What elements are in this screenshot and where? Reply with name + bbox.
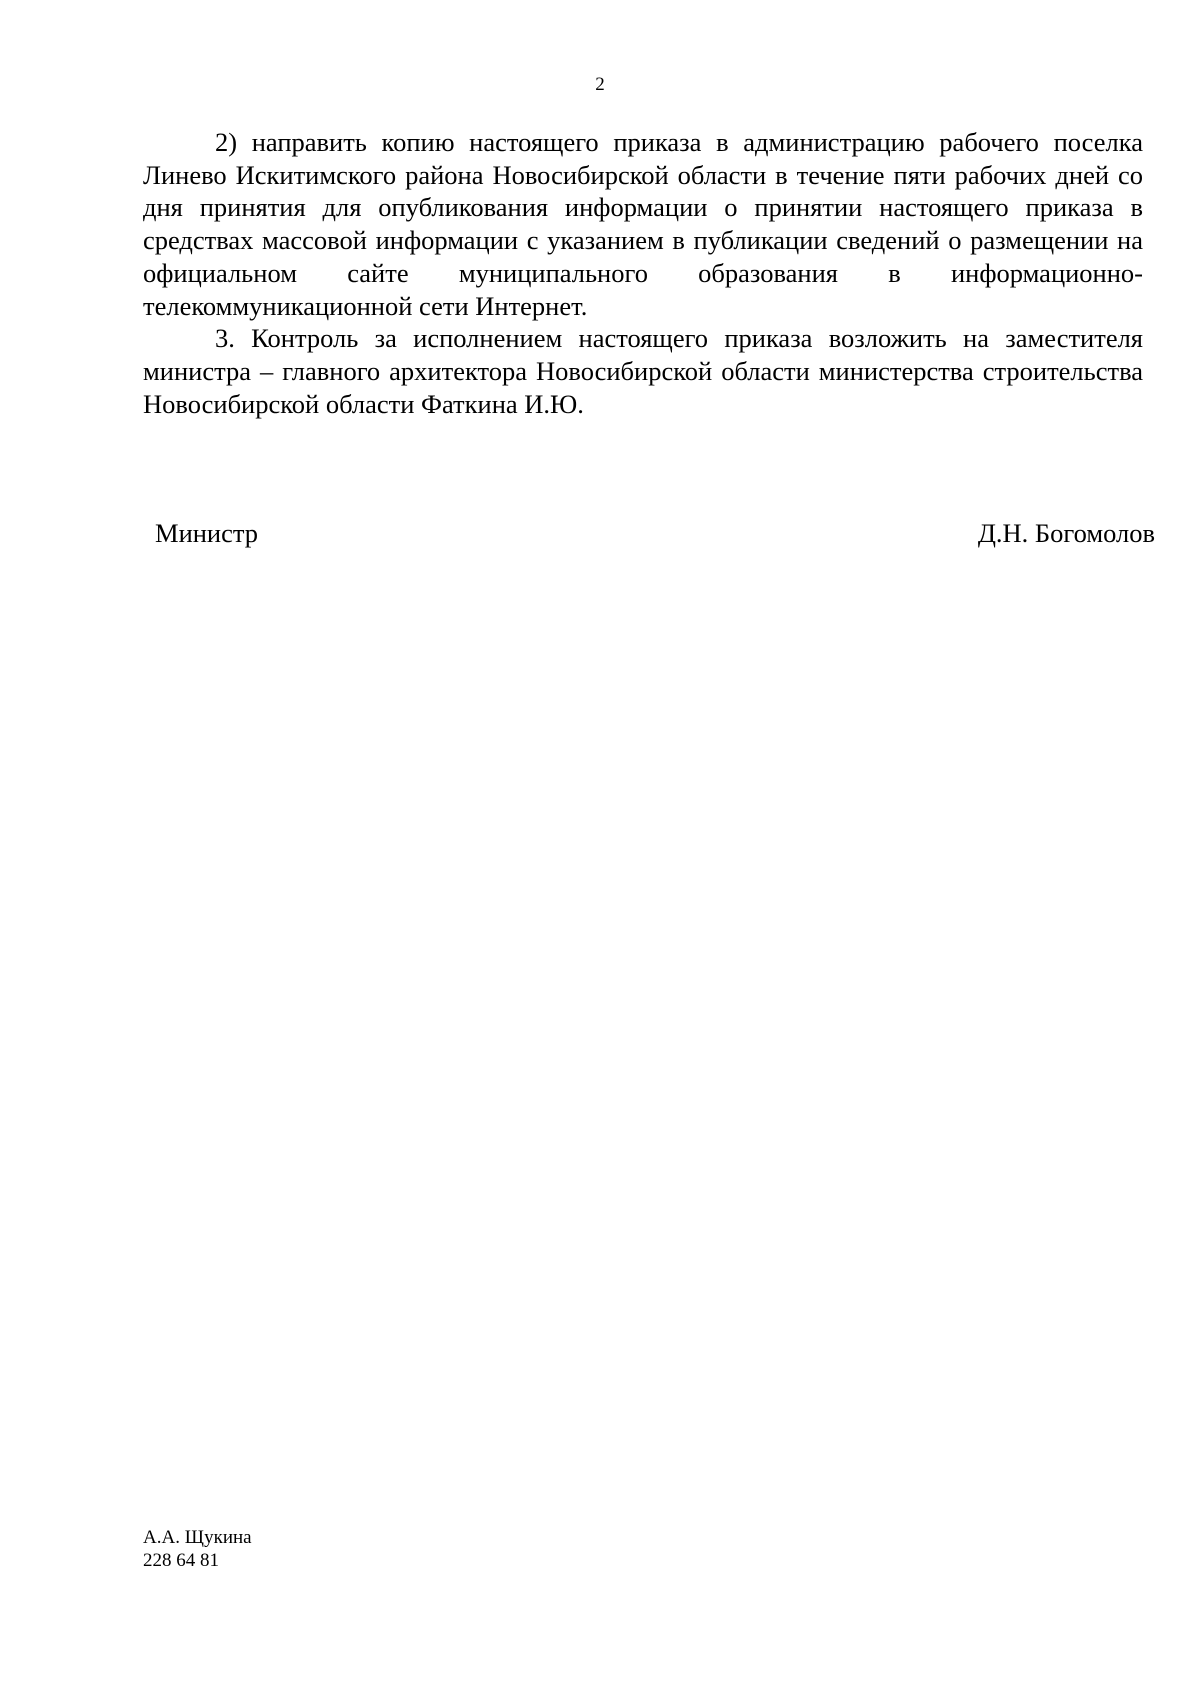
page-number: 2 bbox=[595, 74, 605, 95]
paragraph-item-2: 2) направить копию настоящего приказа в администрацию рабочего поселка Линево Искитимского района Новосибирской области в течение пяти рабочих дней со дня принятия для опубликования информации о принятии настоящего приказа в средствах массовой информации с указанием в публикации сведений о размещении на официальном сайте муниципального образования в информационно-телекоммуникационной сети Интернет. bbox=[143, 127, 1143, 321]
executor-block bbox=[143, 1526, 252, 1572]
paragraph-item-3: 3. Контроль за исполнением настоящего приказа возложить на заместителя министра – главного архитектора Новосибирской области министерства строительства Новосибирской области Фаткина И.Ю. bbox=[143, 323, 1143, 419]
executor-name: А.А. Щукина bbox=[143, 1527, 252, 1548]
signatory-name: Д.Н. Богомолов bbox=[977, 518, 1155, 548]
document-body bbox=[143, 126, 1143, 420]
executor-phone: 228 64 81 bbox=[143, 1550, 219, 1571]
signatory-title: Министр bbox=[155, 518, 259, 548]
